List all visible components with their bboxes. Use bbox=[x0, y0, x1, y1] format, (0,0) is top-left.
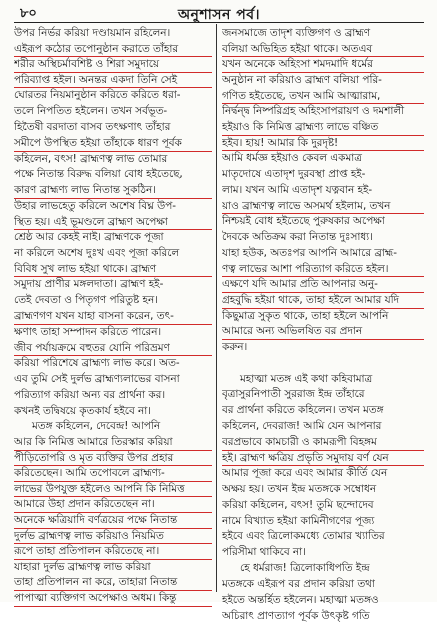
text-line: অনুষ্ঠান না করিয়াও ব্রাহ্মণ বলিয়া পরি- bbox=[222, 73, 382, 86]
page-title: অনুশাসন পর্ব। bbox=[177, 7, 261, 23]
text-line: এব তুমি সেই দুর্লভ ব্রাহ্মণ্যলাভের বাসনা bbox=[14, 372, 180, 385]
page-header bbox=[14, 2, 424, 23]
text-line: আমি ধর্মজ্ঞ হইয়াও কেবল একমাত্র bbox=[222, 152, 362, 165]
text-line: জনসমাজে তাদৃশ ব্যক্তিগণ ও ব্রাহ্মণ bbox=[222, 27, 370, 39]
text-line: করুন। bbox=[222, 340, 248, 353]
text-line: তলে নিপতিত হইলেন। তখন সর্বভূত- bbox=[14, 105, 168, 118]
text-line: বলিয়া অভিহিত হইয়া থাকে। অতএব bbox=[222, 42, 424, 58]
text-line: আর কি নিমিত্ত আমারে তিরস্কার করিয়া bbox=[14, 435, 212, 451]
text-line: হিতৈষী বরদাতা বাসব তৎক্ষণাৎ তাঁহার bbox=[14, 121, 171, 134]
text-line: যখন অনেকে অহিংসা শমদমাদি ধর্মের bbox=[222, 57, 424, 73]
text-line: মাতৃদোষে এতাদৃশ দুরবস্থা প্রাপ্ত হই- bbox=[222, 168, 366, 181]
right-column bbox=[222, 26, 424, 625]
text-line: মতঙ্গ কহিলেন, দেবেন্দ্র! আপনি bbox=[32, 420, 161, 433]
text-line: অনেকে ক্ষত্রিয়াদি বর্ণত্রয়ের পক্ষে নিতান্ত bbox=[14, 513, 212, 529]
text-line: হইয়াও কি নিমিত্ত ব্রাহ্মণ্য লাভে বঞ্চিত bbox=[222, 120, 424, 136]
text-line: এইরূপ কঠোর তপোনুষ্ঠান করাতে তাঁহার bbox=[14, 42, 212, 58]
text-line: পীড়িতোপরি ও মৃত ব্যক্তির উপর প্রহার bbox=[14, 451, 212, 467]
text-line: ঘোরতর নিয়মানুষ্ঠান করিতে করিতে ধরা- bbox=[14, 89, 181, 102]
page-number: ৮০ bbox=[20, 6, 37, 21]
text-line: ব্রাহ্মণগণ যখন যাহা বাসনা করেন, তৎ- bbox=[14, 309, 212, 325]
text-line: কিছুমাত্র সুকৃত থাকে, তাহা হইলে আপনি bbox=[222, 309, 389, 322]
text-line: যাহারা দুর্লভ ব্রাহ্মণত্ব লাভ করিয়া bbox=[14, 560, 151, 573]
text-line: নামে বিখ্যাত হইয়া কামিনীগণের পূজ্য bbox=[222, 514, 375, 527]
text-line: গণিত হইতেছে, তখন আমি আত্মারাম, bbox=[222, 89, 424, 105]
text-line: লাম। যখন আমি এতাদৃশ যত্নবান হই- bbox=[222, 183, 373, 196]
text-line: পরিসীমা থাকিবে না। bbox=[222, 546, 306, 559]
text-line: অক্ষয় হয়। তখন ইন্দ্র মতঙ্গকে সম্বোধন bbox=[222, 482, 377, 495]
text-line: উপর নির্ভর করিয়া দণ্ডায়মান রহিলেন। bbox=[14, 27, 171, 39]
text-line: হইবে এবং ত্রিলোকমধ্যে তোমার খ্যাতির bbox=[222, 530, 385, 543]
text-line: মহাত্মা মতঙ্গ এই কথা কহিবামাত্র bbox=[240, 372, 373, 385]
text-line: রূপে তাহা প্রতিপালন করিতেছে না। bbox=[14, 544, 212, 560]
left-column bbox=[14, 26, 212, 607]
text-line: দৈবকে অতিক্রম করা নিতান্ত দুঃসাধ্য। bbox=[222, 231, 373, 244]
text-line: বর প্রার্থনা করিতে কহিলেন। তখন মতঙ্গ bbox=[222, 404, 384, 417]
text-line: নির্দ্বন্দ্ব নিষ্পরিগ্রহ অহিংসাপরায়ণ ও দমশালী bbox=[222, 105, 405, 118]
text-line: পরিত্যাগ করিয়া অন্য বর প্রার্থনা কর। bbox=[14, 388, 166, 401]
text-line: করিয়া পরিশেষে ব্রাহ্মণ্য লাভ করে। অত- bbox=[14, 357, 180, 370]
text-line: লাভের উপযুক্ত হইলেও আপনি কি নিমিত্ত bbox=[14, 482, 212, 498]
text-line: মতঙ্গকে এইরূপ বর প্রদান করিয়া তথা bbox=[222, 577, 375, 590]
text-line: স্থিত হয়। এই ভূমণ্ডলে ব্রাহ্মণ অপেক্ষা bbox=[14, 215, 212, 231]
text-line: হই। ব্রাহ্মণ ক্ষত্রিয় প্রভৃতি সমুদায় বর্ণ যেন bbox=[222, 451, 424, 467]
text-line: হে ধর্মরাজ! ত্রিলোকাধিপতি ইন্দ্র bbox=[240, 562, 370, 575]
text-line: শ্রেষ্ঠ আর কেহই নাই। ব্রাহ্মণকে পূজা bbox=[14, 231, 164, 244]
text-line: গ্রহবুদ্ধি হইয়া থাকে, তাহা হইলে আমার যদি bbox=[222, 293, 424, 309]
text-line: তাহা প্রতিপালন না করে, তাহারা নিতান্ত bbox=[14, 575, 212, 591]
text-line: য়াও ব্রাহ্মণত্ব লাভে অসমর্থ হইলাম, তখন bbox=[222, 199, 424, 215]
text-line: কহিলেন, বৎস! ব্রাহ্মণত্ব লাভ তোমার bbox=[14, 152, 168, 165]
text-line: সমীপে উপস্থিত হইয়া তাঁহাকে ধারণ পূর্বক bbox=[14, 136, 212, 152]
text-line: করিয়া কহিলেন, বৎস! তুমি ছন্দোদেব bbox=[222, 498, 374, 511]
text-line: করিতেছেন। আমি তপোবলে ব্রাহ্মণ্য- bbox=[14, 466, 212, 482]
text-line: পক্ষে নিতান্ত বিরুদ্ধ বলিয়া বোধ হইতেছে, bbox=[14, 168, 183, 181]
text-line: বরপ্রভাবে কামচারী ও কামরূপী বিহঙ্গম bbox=[222, 435, 424, 451]
text-line: পাপাত্মা ব্যক্তিগণ অপেক্ষাও অধম। কিন্তু bbox=[14, 591, 212, 607]
text-line: সমুদায় প্রাণীর মঙ্গলদাতা। ব্রাহ্মণ হই- bbox=[14, 278, 164, 291]
text-line: হইব। হায়! আমার কি দুরদৃষ্ট! bbox=[222, 136, 424, 152]
text-line: উহার লাভহেতু করিলে অশেষ বিঘ্ন উপ- bbox=[14, 199, 177, 212]
text-line: এক্ষণে যদি আমার প্রতি আপনার অনু- bbox=[222, 277, 424, 293]
text-line: বিবিধ সুখ লাভ হইয়া থাকে। ব্রাহ্মণ bbox=[14, 262, 212, 278]
text-line: তেই দেবতা ও পিতৃগণ পরিতুষ্ট হন। bbox=[14, 294, 158, 307]
text-line: কখনই তদ্বিষয়ে কৃতকার্য হইবে না। bbox=[14, 404, 151, 417]
column-divider bbox=[216, 24, 217, 592]
text-line: আমারে উহা প্রদান করিতেছেন না। bbox=[14, 497, 212, 513]
text-line: জীব পর্যায়ক্রমে বহুতর যোনি পরিভ্রমণ bbox=[14, 341, 212, 357]
text-line: নিশ্চয়ই বোধ হইতেছে পুরুষকার অপেক্ষা bbox=[222, 215, 385, 228]
text-line: না করিলে অশেষ দুঃখ এবং পূজা করিলে bbox=[14, 247, 180, 260]
text-line: দুর্লভ ব্রাহ্মণত্ব লাভ করিয়াও নিয়মিত bbox=[14, 529, 212, 545]
text-line: অচিরাৎ প্রাণত্যাগ পূর্বক উৎকৃষ্ট গতি bbox=[222, 609, 370, 622]
text-line: আমার পূজা করে এবং আমার কীর্তি যেন bbox=[222, 467, 388, 480]
text-line: ণত্ব লাভের আশা পরিত্যাগ করিতে হইল। bbox=[222, 262, 424, 278]
text-line: ক্ষণাৎ তাহা সম্পাদন করিতে পারেন। bbox=[14, 325, 162, 338]
text-line: যাহা হউক, অতঃপর আপনি আমারে ব্রাহ্ম- bbox=[222, 247, 397, 260]
text-line: শরীর অস্থিচর্মাবশিষ্ট ও শিরা সমুদায়ে bbox=[14, 57, 212, 73]
text-line: কারণ ব্রাহ্মণ্য লাভ নিতান্ত সুকঠিন। bbox=[14, 183, 212, 199]
text-line: হইতে অন্তর্হিত হইলেন। মহাত্মা মতঙ্গও bbox=[222, 593, 379, 606]
text-line: পরিব্যাপ্ত হইল। অনন্তর একদা তিনি সেই bbox=[14, 73, 212, 89]
text-line: আমারে অন্য অভিলষিত বর প্রদান bbox=[222, 324, 424, 340]
text-line bbox=[222, 356, 424, 372]
text-line: কহিলেন, দেবরাজ! আমি যেন আপনার bbox=[222, 420, 382, 433]
text-line: বৃত্রাসুরনিপাতী সুররাজ ইন্দ্র তাঁহারে bbox=[222, 388, 365, 401]
